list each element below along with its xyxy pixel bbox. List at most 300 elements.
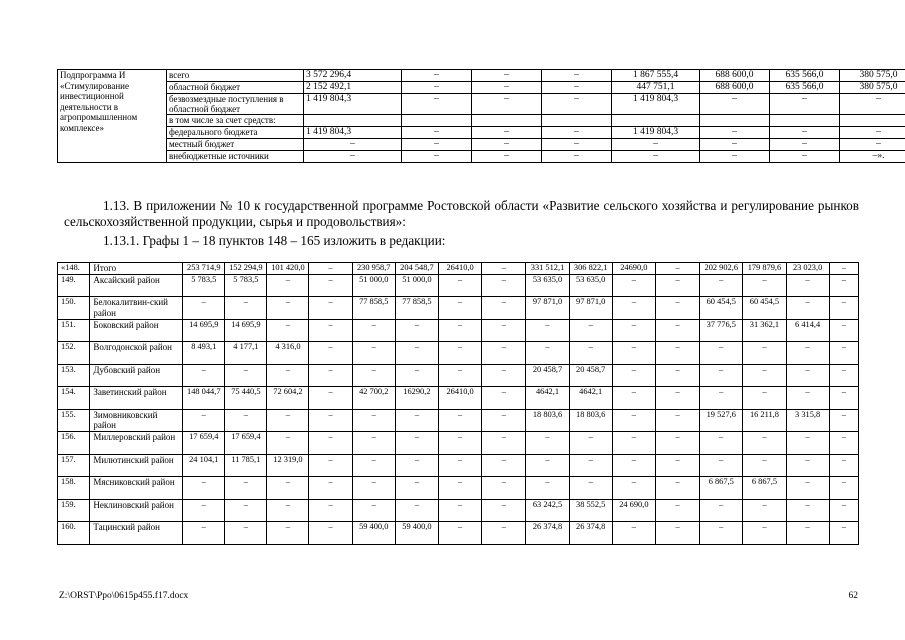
districts-table: [57, 262, 859, 545]
value-cell: 75 440,5: [225, 387, 267, 410]
table-row: [58, 274, 859, 297]
value-cell: –: [829, 274, 858, 297]
value-cell: –: [183, 409, 225, 432]
row-number: «148.: [58, 263, 90, 275]
value-cell: 24690,0: [612, 263, 655, 275]
value-cell: –: [743, 274, 786, 297]
value-cell: 152 294,9: [225, 263, 267, 275]
value-cell: –: [309, 297, 352, 320]
value-cell: –: [482, 263, 526, 275]
value-cell: 204 548,7: [395, 263, 438, 275]
row-number: 154.: [58, 387, 90, 410]
value-cell: 97 871,0: [569, 297, 612, 320]
amount-cell: –: [472, 82, 542, 94]
value-cell: –: [439, 454, 482, 477]
value-cell: –: [225, 477, 267, 500]
district-name: Аксайский район: [90, 274, 183, 297]
subprogram-row: [58, 94, 905, 115]
value-cell: 230 958,7: [352, 263, 395, 275]
value-cell: 14 695,9: [225, 319, 267, 342]
value-cell: 26410,0: [439, 263, 482, 275]
district-name: Тацинский район: [90, 522, 183, 545]
amount-cell: –: [700, 151, 770, 163]
value-cell: 6 414,4: [786, 319, 829, 342]
value-cell: –: [267, 319, 309, 342]
value-cell: –: [395, 454, 438, 477]
row-number: 152.: [58, 342, 90, 365]
value-cell: –: [183, 297, 225, 320]
value-cell: –: [309, 387, 352, 410]
value-cell: 16290,2: [395, 387, 438, 410]
value-cell: 31 362,1: [743, 319, 786, 342]
value-cell: –: [526, 454, 569, 477]
amount-cell: –: [402, 151, 472, 163]
value-cell: –: [309, 364, 352, 387]
amount-cell: –: [770, 94, 840, 115]
value-cell: –: [829, 522, 858, 545]
funding-source-label: всего: [167, 70, 304, 82]
district-name: Мясниковский район: [90, 477, 183, 500]
value-cell: –: [267, 274, 309, 297]
amount-cell: –: [304, 139, 402, 151]
value-cell: –: [829, 263, 858, 275]
row-number: 157.: [58, 454, 90, 477]
value-cell: –: [352, 454, 395, 477]
value-cell: 23 023,0: [786, 263, 829, 275]
value-cell: –: [786, 454, 829, 477]
value-cell: –: [700, 342, 743, 365]
value-cell: –: [352, 319, 395, 342]
value-cell: 51 000,0: [352, 274, 395, 297]
row-number: 149.: [58, 274, 90, 297]
value-cell: –: [309, 409, 352, 432]
amount-cell: 635 566,0: [770, 70, 840, 82]
value-cell: 42 700,2: [352, 387, 395, 410]
value-cell: 59 400,0: [395, 522, 438, 545]
value-cell: –: [743, 454, 786, 477]
amount-cell: –: [542, 70, 612, 82]
amount-cell: –: [770, 127, 840, 139]
amount-cell: 1 419 804,3: [304, 127, 402, 139]
value-cell: 148 044,7: [183, 387, 225, 410]
value-cell: 3 315,8: [786, 409, 829, 432]
amount-cell: –: [472, 70, 542, 82]
value-cell: –: [267, 477, 309, 500]
value-cell: –: [612, 297, 655, 320]
amount-cell: –: [700, 139, 770, 151]
amount-cell: [542, 115, 612, 127]
amount-cell: 1 867 555,4: [612, 70, 700, 82]
value-cell: –: [395, 432, 438, 455]
value-cell: –: [309, 499, 352, 522]
value-cell: –: [482, 454, 526, 477]
funding-source-label: безвозмездные поступления в областной бюджет: [167, 94, 304, 115]
table-row: [58, 432, 859, 455]
value-cell: 253 714,9: [183, 263, 225, 275]
value-cell: 12 319,0: [267, 454, 309, 477]
value-cell: –: [700, 364, 743, 387]
value-cell: –: [526, 477, 569, 500]
value-cell: –: [352, 477, 395, 500]
funding-source-label: в том числе за счет средств:: [167, 115, 304, 127]
value-cell: –: [612, 454, 655, 477]
value-cell: –: [482, 499, 526, 522]
table-row: [58, 387, 859, 410]
value-cell: –: [482, 409, 526, 432]
value-cell: 179 879,6: [743, 263, 786, 275]
amount-cell: –: [472, 94, 542, 115]
value-cell: 20 458,7: [526, 364, 569, 387]
value-cell: –: [829, 409, 858, 432]
value-cell: 14 695,9: [183, 319, 225, 342]
value-cell: –: [829, 319, 858, 342]
value-cell: –: [482, 477, 526, 500]
amount-cell: –: [770, 151, 840, 163]
amount-cell: –: [304, 151, 402, 163]
value-cell: 6 867,5: [700, 477, 743, 500]
value-cell: –: [829, 499, 858, 522]
value-cell: –: [395, 342, 438, 365]
value-cell: –: [786, 297, 829, 320]
value-cell: –: [309, 454, 352, 477]
table-row: [58, 522, 859, 545]
value-cell: –: [309, 477, 352, 500]
value-cell: –: [267, 297, 309, 320]
row-number: 160.: [58, 522, 90, 545]
district-name: Белокалитвин-ский район: [90, 297, 183, 320]
value-cell: –: [352, 432, 395, 455]
value-cell: –: [829, 454, 858, 477]
value-cell: –: [786, 387, 829, 410]
value-cell: –: [700, 522, 743, 545]
value-cell: 37 776,5: [700, 319, 743, 342]
amount-cell: –: [542, 94, 612, 115]
value-cell: 77 858,5: [395, 297, 438, 320]
subprogram-row: [58, 115, 905, 127]
value-cell: –: [700, 387, 743, 410]
amount-cell: –: [700, 94, 770, 115]
value-cell: –: [395, 499, 438, 522]
amount-cell: –: [840, 127, 905, 139]
district-name: Итого: [90, 263, 183, 275]
value-cell: –: [655, 522, 699, 545]
value-cell: 20 458,7: [569, 364, 612, 387]
value-cell: –: [395, 477, 438, 500]
value-cell: –: [655, 477, 699, 500]
amount-cell: [840, 115, 905, 127]
value-cell: –: [267, 432, 309, 455]
table-row: [58, 454, 859, 477]
value-cell: 5 783,5: [225, 274, 267, 297]
row-number: 150.: [58, 297, 90, 320]
value-cell: –: [829, 387, 858, 410]
value-cell: 202 902,6: [700, 263, 743, 275]
value-cell: –: [183, 499, 225, 522]
amount-cell: –: [612, 139, 700, 151]
value-cell: 4 316,0: [267, 342, 309, 365]
table-row: [58, 297, 859, 320]
value-cell: –: [225, 364, 267, 387]
amount-cell: 380 575,0: [840, 70, 905, 82]
value-cell: –: [309, 432, 352, 455]
amount-cell: –».: [840, 151, 905, 163]
value-cell: 17 659,4: [183, 432, 225, 455]
value-cell: –: [482, 432, 526, 455]
value-cell: –: [482, 319, 526, 342]
table-row: [58, 263, 859, 275]
amount-cell: –: [472, 139, 542, 151]
amount-cell: [402, 115, 472, 127]
value-cell: –: [183, 364, 225, 387]
value-cell: –: [439, 522, 482, 545]
value-cell: –: [655, 263, 699, 275]
value-cell: 6 867,5: [743, 477, 786, 500]
value-cell: –: [352, 499, 395, 522]
value-cell: –: [309, 319, 352, 342]
amount-cell: 635 566,0: [770, 82, 840, 94]
value-cell: 16 211,8: [743, 409, 786, 432]
subprogram-row: [58, 127, 905, 139]
table-row: [58, 409, 859, 432]
amount-cell: –: [542, 127, 612, 139]
value-cell: 24 104,1: [183, 454, 225, 477]
value-cell: –: [612, 364, 655, 387]
amount-cell: 1 419 804,3: [612, 127, 700, 139]
value-cell: –: [655, 342, 699, 365]
value-cell: –: [439, 409, 482, 432]
amount-cell: –: [402, 70, 472, 82]
amount-cell: –: [402, 139, 472, 151]
value-cell: –: [482, 387, 526, 410]
value-cell: –: [267, 364, 309, 387]
value-cell: –: [352, 342, 395, 365]
value-cell: 63 242,5: [526, 499, 569, 522]
paragraph-1-13-1: 1.13.1. Графы 1 – 18 пунктов 148 – 165 изложить в редакции:: [103, 233, 446, 248]
amount-cell: –: [542, 82, 612, 94]
district-name: Волгодонской район: [90, 342, 183, 365]
value-cell: 53 635,0: [569, 274, 612, 297]
funding-source-label: местный бюджет: [167, 139, 304, 151]
value-cell: –: [786, 342, 829, 365]
row-number: 158.: [58, 477, 90, 500]
value-cell: –: [655, 454, 699, 477]
value-cell: 59 400,0: [352, 522, 395, 545]
value-cell: –: [786, 522, 829, 545]
value-cell: –: [612, 342, 655, 365]
value-cell: –: [655, 409, 699, 432]
value-cell: 18 803,6: [526, 409, 569, 432]
value-cell: –: [612, 274, 655, 297]
value-cell: 77 858,5: [352, 297, 395, 320]
value-cell: 331 512,1: [526, 263, 569, 275]
value-cell: 51 000,0: [395, 274, 438, 297]
amount-cell: –: [700, 127, 770, 139]
value-cell: –: [439, 364, 482, 387]
value-cell: 60 454,5: [743, 297, 786, 320]
value-cell: –: [395, 409, 438, 432]
value-cell: –: [700, 454, 743, 477]
value-cell: –: [439, 274, 482, 297]
value-cell: –: [395, 319, 438, 342]
amount-cell: –: [542, 151, 612, 163]
value-cell: –: [743, 499, 786, 522]
amount-cell: –: [840, 94, 905, 115]
paragraph-1-13: 1.13. В приложении № 10 к государственной программе Ростовской области «Развитие сельского хозяйства и регулирование рынков сельскохозяйственной продукции, сырья и продовольствия»:: [64, 198, 859, 229]
value-cell: –: [743, 522, 786, 545]
value-cell: 4642,1: [569, 387, 612, 410]
value-cell: –: [569, 342, 612, 365]
value-cell: –: [655, 274, 699, 297]
value-cell: –: [829, 477, 858, 500]
value-cell: –: [655, 297, 699, 320]
row-number: 156.: [58, 432, 90, 455]
value-cell: –: [829, 364, 858, 387]
value-cell: –: [569, 319, 612, 342]
value-cell: 4 177,1: [225, 342, 267, 365]
value-cell: –: [655, 499, 699, 522]
value-cell: –: [439, 319, 482, 342]
subprogram-financing-table: [57, 69, 905, 163]
value-cell: –: [655, 364, 699, 387]
table-row: [58, 499, 859, 522]
value-cell: –: [482, 342, 526, 365]
value-cell: –: [655, 319, 699, 342]
value-cell: 26410,0: [439, 387, 482, 410]
value-cell: –: [786, 364, 829, 387]
value-cell: –: [655, 387, 699, 410]
value-cell: –: [482, 274, 526, 297]
value-cell: 97 871,0: [526, 297, 569, 320]
district-name: Дубовский район: [90, 364, 183, 387]
value-cell: –: [743, 432, 786, 455]
value-cell: 19 527,6: [700, 409, 743, 432]
value-cell: –: [743, 387, 786, 410]
value-cell: 72 604,2: [267, 387, 309, 410]
value-cell: –: [786, 477, 829, 500]
funding-source-label: внебюджетные источники: [167, 151, 304, 163]
value-cell: –: [309, 274, 352, 297]
district-name: Заветинский район: [90, 387, 183, 410]
subprogram-row: [58, 70, 905, 82]
value-cell: –: [183, 477, 225, 500]
amount-cell: –: [472, 151, 542, 163]
amount-cell: [304, 115, 402, 127]
value-cell: –: [829, 432, 858, 455]
value-cell: –: [309, 522, 352, 545]
value-cell: –: [569, 454, 612, 477]
amount-cell: 447 751,1: [612, 82, 700, 94]
value-cell: 26 374,8: [526, 522, 569, 545]
value-cell: –: [829, 342, 858, 365]
value-cell: –: [612, 387, 655, 410]
row-number: 151.: [58, 319, 90, 342]
value-cell: 53 635,0: [526, 274, 569, 297]
amount-cell: [612, 115, 700, 127]
amount-cell: 3 572 296,4: [304, 70, 402, 82]
value-cell: –: [439, 342, 482, 365]
value-cell: –: [482, 364, 526, 387]
district-name: Миллеровский район: [90, 432, 183, 455]
value-cell: –: [267, 522, 309, 545]
value-cell: –: [655, 432, 699, 455]
amount-cell: 688 600,0: [700, 70, 770, 82]
value-cell: –: [612, 409, 655, 432]
value-cell: –: [352, 364, 395, 387]
value-cell: –: [700, 432, 743, 455]
value-cell: –: [309, 342, 352, 365]
district-name: Неклиновский район: [90, 499, 183, 522]
value-cell: –: [569, 432, 612, 455]
value-cell: 5 783,5: [183, 274, 225, 297]
value-cell: –: [439, 432, 482, 455]
value-cell: 17 659,4: [225, 432, 267, 455]
value-cell: –: [612, 522, 655, 545]
value-cell: –: [829, 297, 858, 320]
amount-cell: 1 419 804,3: [304, 94, 402, 115]
value-cell: –: [700, 274, 743, 297]
value-cell: 11 785,1: [225, 454, 267, 477]
page-number: 62: [848, 591, 858, 601]
value-cell: –: [225, 499, 267, 522]
value-cell: –: [439, 297, 482, 320]
value-cell: –: [526, 342, 569, 365]
amount-cell: –: [402, 82, 472, 94]
row-number: 153.: [58, 364, 90, 387]
district-name: Боковский район: [90, 319, 183, 342]
subprogram-name: Подпрограмма И «Стимулирование инвестиционной деятельности в агропромышленном комплексе»: [58, 70, 167, 163]
amount-cell: [472, 115, 542, 127]
funding-source-label: федерального бюджета: [167, 127, 304, 139]
district-name: Милютинский район: [90, 454, 183, 477]
value-cell: –: [225, 409, 267, 432]
value-cell: 60 454,5: [700, 297, 743, 320]
row-number: 155.: [58, 409, 90, 432]
value-cell: –: [439, 499, 482, 522]
value-cell: 26 374,8: [569, 522, 612, 545]
amount-cell: –: [402, 94, 472, 115]
table-row: [58, 477, 859, 500]
value-cell: –: [482, 522, 526, 545]
value-cell: 38 552,5: [569, 499, 612, 522]
value-cell: –: [526, 319, 569, 342]
amount-cell: –: [840, 139, 905, 151]
amount-cell: –: [612, 151, 700, 163]
value-cell: –: [352, 409, 395, 432]
subprogram-row: [58, 151, 905, 163]
amount-cell: –: [402, 127, 472, 139]
value-cell: –: [267, 409, 309, 432]
table-row: [58, 342, 859, 365]
value-cell: –: [612, 319, 655, 342]
value-cell: –: [395, 364, 438, 387]
funding-source-label: областной бюджет: [167, 82, 304, 94]
amount-cell: [700, 115, 770, 127]
amount-cell: 1 419 804,3: [612, 94, 700, 115]
value-cell: 101 420,0: [267, 263, 309, 275]
value-cell: –: [309, 263, 352, 275]
row-number: 159.: [58, 499, 90, 522]
value-cell: 4642,1: [526, 387, 569, 410]
value-cell: –: [786, 274, 829, 297]
amount-cell: 380 575,0: [840, 82, 905, 94]
amount-cell: –: [770, 139, 840, 151]
value-cell: 18 803,6: [569, 409, 612, 432]
value-cell: –: [612, 477, 655, 500]
value-cell: –: [526, 432, 569, 455]
value-cell: –: [743, 364, 786, 387]
value-cell: –: [439, 477, 482, 500]
value-cell: –: [482, 297, 526, 320]
